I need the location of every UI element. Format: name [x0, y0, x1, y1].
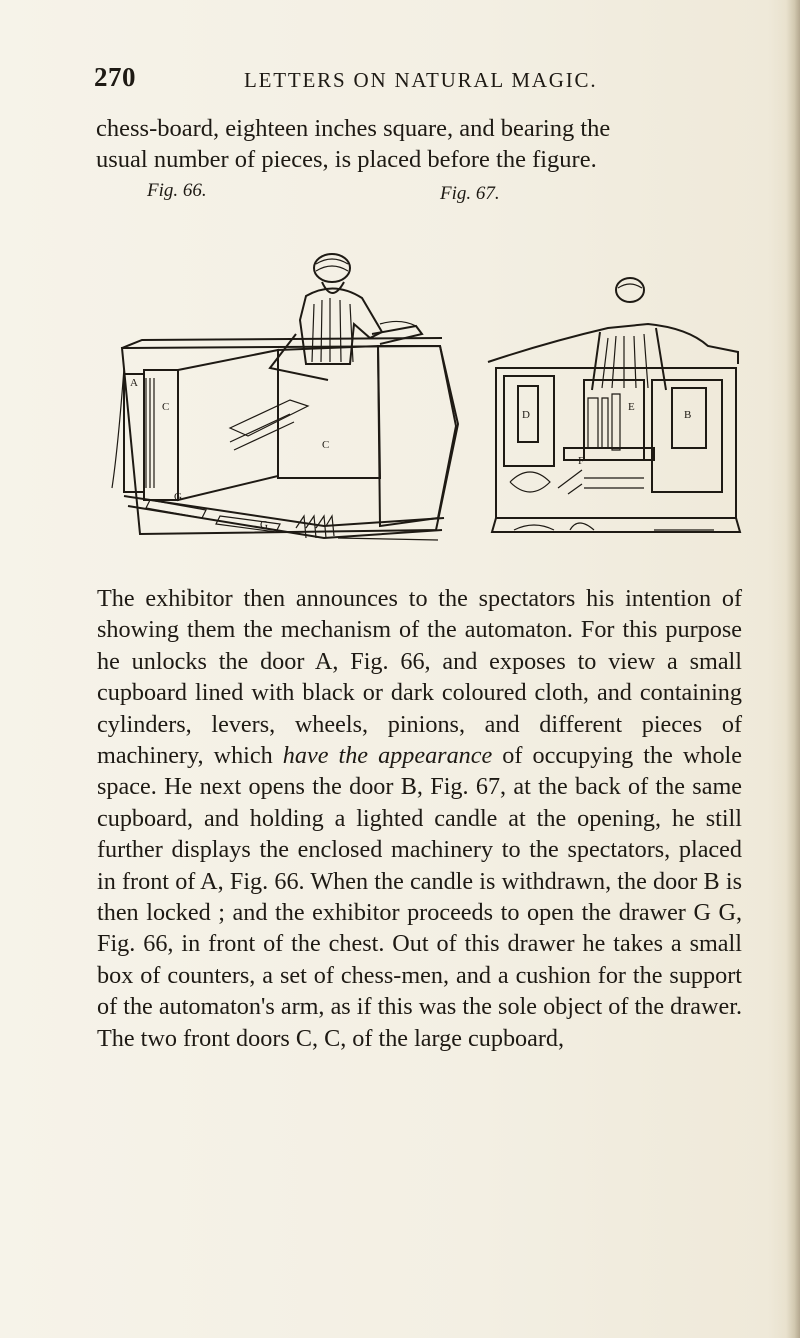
fig66-chest: [112, 338, 458, 540]
intro-line-1: chess-board, eighteen inches square, and bearing the: [96, 115, 611, 142]
intro-line-2: usual number of pieces, is placed before the figure.: [96, 146, 597, 173]
page-number: 270: [94, 62, 136, 92]
fig67-label-f: F: [578, 455, 585, 467]
fig66-label-a: A: [130, 377, 138, 389]
body-text-part-2: of occupying the whole space. He next opens the door B, Fig. 67, at the back of the same cupboard, and holding a lighted candle at the opening, he still further displays the enclosed machinery to the spectators, placed in front of A, Fig. 66. When the candle is withdrawn, the door B is then locked ; and the exhibitor proceeds to open the drawer G G, Fig. 66, in front of the chest. Out of this drawer he takes a small box of counters, a set of chess-men, and a cushion for the support of the automaton's arm, as if this was the sole object of the drawer. The two front doors C, C, of the large cupboard,: [97, 742, 742, 1052]
fig66-label-g-right: G: [260, 519, 268, 531]
body-text-emphasis: have the appearance: [282, 742, 493, 770]
fig66-label-c-right: C: [322, 439, 330, 451]
fig67-engraving: [484, 268, 756, 554]
fig66-caption: Fig. 66.: [147, 180, 207, 201]
body-text-part-1: The exhibitor then announces to the spectators his intention of showing them the mechanism of the automaton. For this purpose he unlocks the door A, Fig. 66, and exposes to view a small cupboard lined with black or dark coloured cloth, and containing cylinders, levers, wheels, pinions, and different pieces of machinery, which: [97, 585, 742, 770]
page-header: [94, 62, 714, 102]
body-paragraph-text: [97, 583, 742, 1054]
body-paragraph: [97, 583, 742, 1054]
fig66-label-c-left: C: [162, 401, 170, 413]
fig67-automaton-back: [488, 278, 738, 390]
fig67-label-d: D: [522, 409, 530, 421]
fig66-automaton-figure: [270, 254, 422, 380]
fig67-caption: Fig. 67.: [440, 183, 500, 204]
fig66-label-g-left: G: [174, 491, 182, 503]
fig66-engraving: [110, 238, 472, 554]
fig67-label-e: E: [628, 401, 635, 413]
fig67-chest: [492, 368, 740, 532]
fig67-label-b: B: [684, 409, 692, 421]
running-head: LETTERS ON NATURAL MAGIC.: [244, 68, 598, 92]
page-edge-shadow: [786, 0, 800, 1338]
